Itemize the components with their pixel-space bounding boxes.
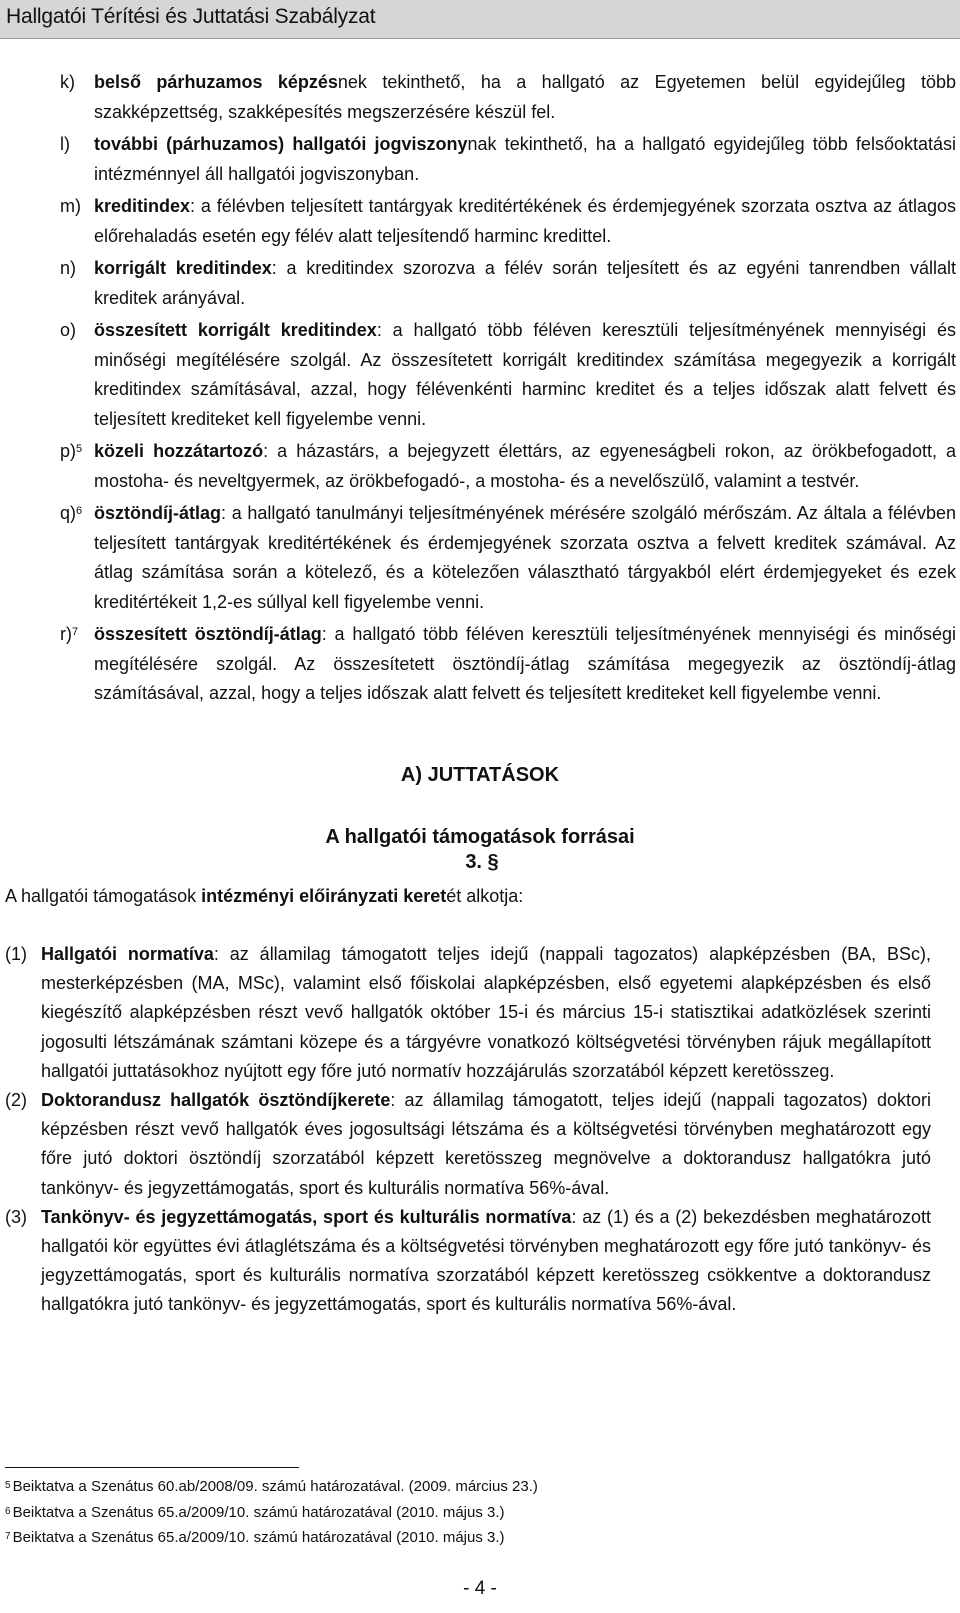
item-text: : az államilag támogatott teljes idejű (nappali tagozatos) alapképzésben (BA, BSc), mesterképzésben (MA, MSc), valamint első főiskolai alapképzésben, első egyetemi alapképzésben és első kiegészítő alapképzésben részt vevő hallgatók október 15-i és március 15-i statisztikai adatközlések szerinti jogosulti létszámának számtani közepe és a tárgyévre vonatkozó költségvetési törvényben rájuk megállapított hallgatói juttatásokhoz nyújtott egy főre jutó normatív hozzájárulás szorzatából képzett keretösszeg. (41, 944, 931, 1081)
list-item (5, 1203, 931, 1320)
definition-label: m) (60, 196, 81, 216)
footnote-text: Beiktatva a Szenátus 60.ab/2008/09. számú határozatával. (2009. március 23.) (12, 1478, 538, 1495)
definition-label: n) (60, 258, 77, 278)
definition-term: közeli hozzátartozó (94, 441, 264, 461)
definition-term: összesített ösztöndíj-átlag (94, 624, 322, 644)
footnote-number: 5 (5, 1480, 11, 1491)
document-title: Hallgatói Térítési és Juttatási Szabályzat (6, 5, 376, 28)
definition-item (60, 130, 956, 189)
item-number: (1) (5, 944, 27, 964)
footnote-number: 7 (5, 1531, 11, 1542)
definition-text: : a házastárs, a bejegyzett élettárs, az egyeneságbeli rokon, az örökbefogadott, a mostoha- és neveltgyermek, az örökbefogadó-, a mostoha- és a nevelőszülő, valamint a testvér. (94, 441, 957, 491)
definition-item (60, 499, 956, 617)
subsection-title: A hallgatói támogatások forrásai (325, 826, 635, 848)
footnote-ref[interactable]: 6 (76, 505, 83, 517)
definition-term: belső párhuzamos képzés (94, 72, 338, 92)
item-term: Doktorandusz hallgatók ösztöndíjkerete (41, 1090, 391, 1111)
definition-item (60, 437, 956, 496)
running-header (0, 0, 960, 39)
paragraph-number: 3. § (465, 851, 499, 873)
definition-item (60, 316, 956, 434)
footnote-divider (5, 1467, 299, 1468)
item-number: (3) (5, 1206, 27, 1227)
list-item (5, 940, 931, 1086)
footnote-ref[interactable]: 5 (76, 443, 83, 455)
definition-item (60, 254, 956, 313)
intro-bold-term: intézményi előirányzati keret (201, 886, 447, 906)
page-number: - 4 - (463, 1578, 497, 1599)
definition-term: további (párhuzamos) hallgatói jogviszony (94, 134, 468, 154)
section-title: A) JUTTATÁSOK (400, 764, 560, 786)
footnote-ref[interactable]: 7 (72, 626, 79, 638)
definition-text: : a félévben teljesített tantárgyak kreditértékének és érdemjegyének szorzata osztva az átlagos előrehaladás esetén egy félév alatt teljesítendő harminc kredittel. (94, 196, 956, 246)
definition-term: kreditindex (94, 196, 191, 216)
footnote (5, 1500, 538, 1526)
definition-term: korrigált kreditindex (94, 258, 272, 278)
definition-label: q) (60, 503, 77, 523)
definition-label: l) (60, 134, 70, 154)
footnote-text: Beiktatva a Szenátus 65.a/2009/10. számú határozatával (2010. május 3.) (12, 1529, 505, 1546)
definition-item (60, 68, 956, 127)
definitions-list (60, 68, 956, 712)
definition-item (60, 620, 956, 709)
definition-term: ösztöndíj-átlag (94, 503, 221, 523)
definition-text: : a hallgató több féléven keresztüli teljesítményének mennyiségi és minőségi megítélésére szolgál. Az összesítetett ösztöndíj-átlag számítása megegyezik az ösztöndíj-átlag számításával, azzal, hogy a teljes időszak alatt felvett és teljesített krediteket kell figyelembe venni. (94, 624, 956, 703)
item-term: Tankönyv- és jegyzettámogatás, sport és kulturális normatíva (41, 1206, 572, 1227)
definition-label: k) (60, 72, 75, 92)
definition-term: összesített korrigált kreditindex (94, 320, 377, 340)
numbered-list (5, 940, 931, 1320)
footnote (5, 1474, 538, 1500)
definition-label: o) (60, 320, 77, 340)
definition-text: : a hallgató több féléven keresztüli teljesítményének mennyiségi és minőségi megítélésére szolgál. Az összesítetett korrigált kreditindex számítása megegyezik a korrigált kreditindex számításával, azzal, hogy félévenkénti harminc kreditet és a teljes időszak alatt felvett és teljesített krediteket kell figyelembe venni. (94, 320, 956, 429)
footnote-text: Beiktatva a Szenátus 65.a/2009/10. számú határozatával (2010. május 3.) (12, 1503, 505, 1521)
definition-text: nak tekinthető, ha a hallgató egyidejűleg több felsőoktatási intézménnyel áll hallgatói jogviszonyban. (94, 134, 956, 184)
item-text: : az államilag támogatott, teljes idejű (nappali tagozatos) doktori képzésben részt vevő hallgatók éves jogosultsági létszáma és a költségvetési törvényben meghatározott egy főre jutó doktori ösztöndíj szorzatából képzett keretösszeg megnövelve a doktorandusz hallgatókra jutó tankönyv- és jegyzettámogatás, sport és kulturális normatíva 56%-ával. (41, 1090, 931, 1198)
definition-label: r) (60, 624, 72, 644)
definition-text: nek tekinthető, ha a hallgató az Egyetemen belül egyidejűleg több szakképzettség, szakképesítés megszerzésére készül fel. (94, 72, 956, 122)
footnote (5, 1525, 538, 1551)
intro-sentence: A hallgatói támogatások intézményi előirányzati keretét alkotja: (5, 886, 524, 906)
footnote-number: 6 (5, 1505, 11, 1517)
definition-item (60, 192, 956, 251)
item-term: Hallgatói normatíva (41, 944, 214, 964)
list-item (5, 1086, 931, 1203)
item-number: (2) (5, 1090, 27, 1111)
item-text: : az (1) és a (2) bekezdésben meghatározott hallgatói kör együttes évi átlaglétszáma és a költségvetési törvényben meghatározott egy főre jutó tankönyv- és jegyzettámogatás, sport és kulturális normatíva szorzatából képzett keretösszeg csökkentve a doktorandusz hallgatókra jutó tankönyv- és jegyzettámogatás, sport és kulturális normatíva 56%-ával. (41, 1206, 931, 1315)
definition-text: : a kreditindex szorozva a félév során teljesített és az egyéni tanrendben vállalt kreditek arányával. (94, 258, 956, 308)
definition-text: : a hallgató tanulmányi teljesítményének mérésére szolgáló mérőszám. Az általa a félévben teljesített tantárgyak kreditértékének és érdemjegyének szorzata osztva a felvett kreditek számával. Az átlag számítása során a kötelező, és a kötelezően választható tárgyakból elért érdemjegyeket és ezek kreditértékeit 1,2-es súllyal kell figyelembe venni. (94, 503, 956, 612)
footnotes (5, 1474, 538, 1551)
definition-label: p) (60, 441, 77, 461)
